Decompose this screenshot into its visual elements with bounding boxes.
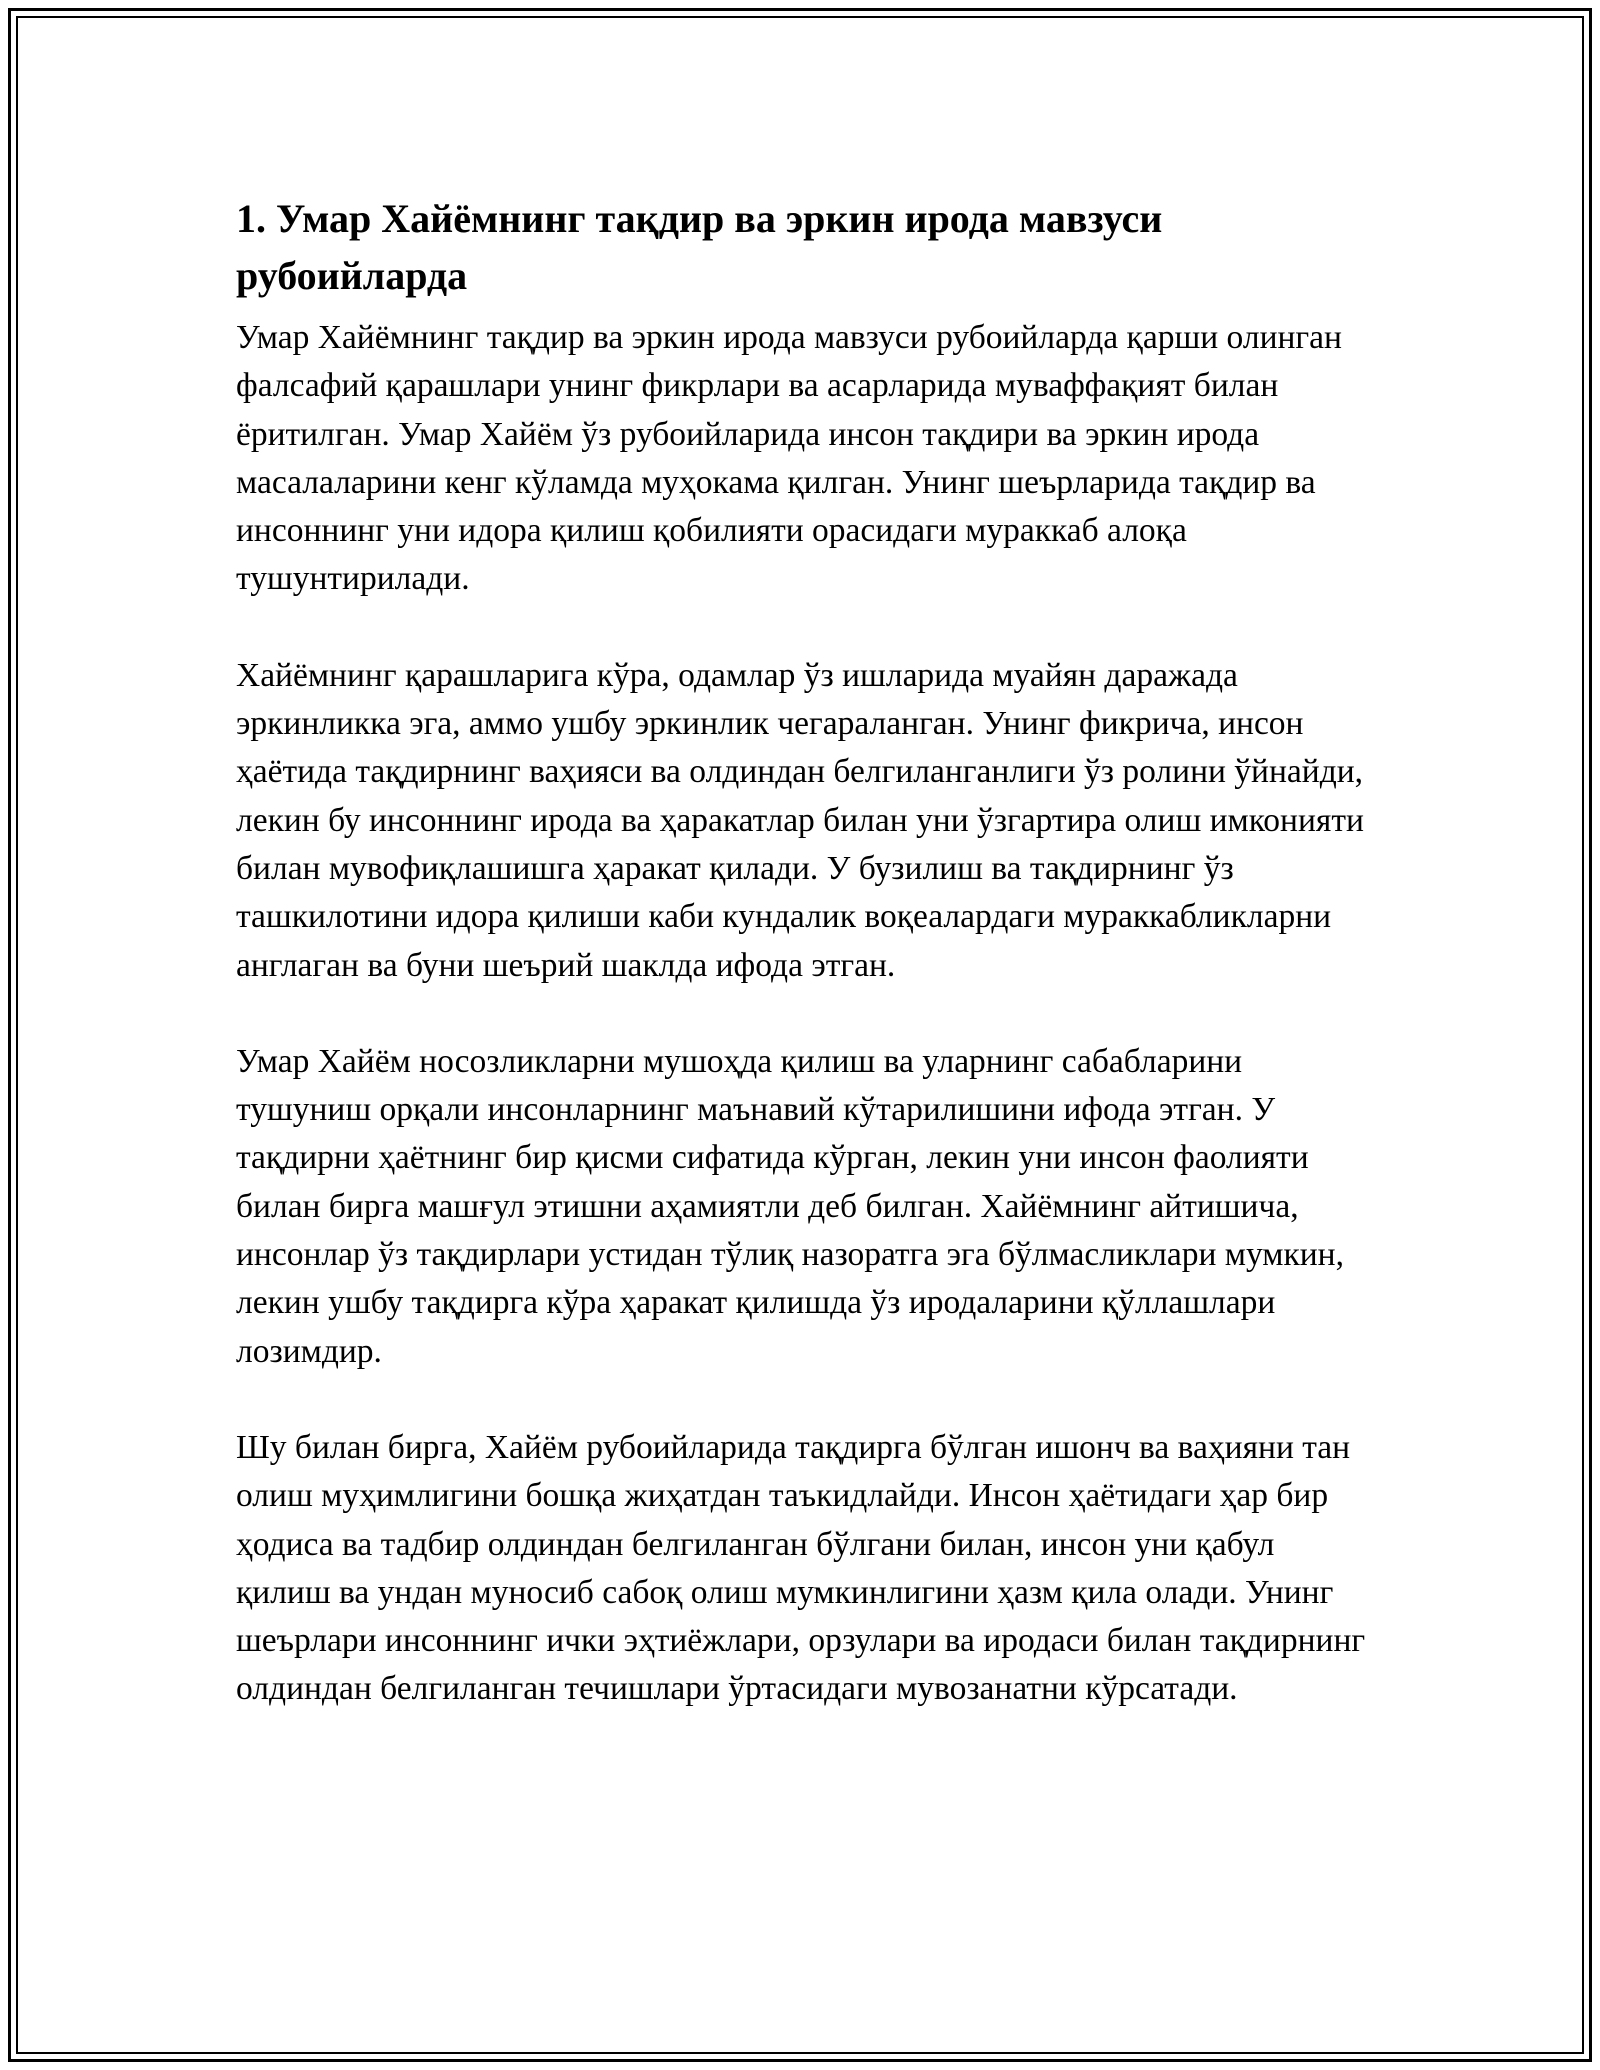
paragraph-4: Шу билан бирга, Хайём рубоийларида тақдирга бўлган ишонч ва ваҳияни тан олиш муҳимлигини бошқа жиҳатдан таъкидлайди. Инсон ҳаётидаги ҳар бир ҳодиса ва тадбир олдиндан белгиланган бўлгани билан, инсон уни қабул қилиш ва ундан муносиб сабоқ олиш мумкинлигини ҳазм қила олади. Унинг шеърлари инсоннинг ички эҳтиёжлари, орзулари ва иродаси билан тақдирнинг олдиндан белгиланган течишлари ўртасидаги мувозанатни кўрсатади.	[236, 1428, 1366, 1708]
paragraph-3: Умар Хайём носозликларни мушоҳда қилиш ва уларнинг сабабларини тушуниш орқали инсонларнинг маънавий кўтарилишини ифода этган. У тақдирни ҳаётнинг бир қисми сифатида кўрган, лекин уни инсон фаолияти билан бирга машғул этишни аҳамиятли деб билган. Хайёмнинг айтишича, инсонлар ўз тақдирлари устидан тўлиқ назоратга эга бўлмасликлари мумкин, лекин ушбу тақдирга кўра ҳаракат қилишда ўз иродаларини қўллашлари лозимдир.	[236, 1042, 1344, 1370]
section-heading: 1. Умар Хайёмнинг тақдир ва эркин ирода мавзуси рубоийларда	[236, 196, 1163, 298]
document-body	[236, 190, 1366, 1762]
paragraph-2: Хайёмнинг қарашларига кўра, одамлар ўз ишларида муайян даражада эркинликка эга, аммо ушбу эркинлик чегараланган. Унинг фикрича, инсон ҳаётида тақдирнинг ваҳияси ва олдиндан белгиланганлиги ўз ролини ўйнайди, лекин бу инсоннинг ирода ва ҳаракатлар билан уни ўзгартира олиш имконияти билан мувофиқлашишга ҳаракат қилади. У бузилиш ва тақдирнинг ўз ташкилотини идора қилиши каби кундалик воқеалардаги мураккабликларни англаган ва буни шеърий шаклда ифода этган.	[236, 656, 1364, 984]
paragraph-1: Умар Хайёмнинг тақдир ва эркин ирода мавзуси рубоийларда қарши олинган фалсафий қарашлари унинг фикрлари ва асарларида муваффақият билан ёритилган. Умар Хайём ўз рубоийларида инсон тақдири ва эркин ирода масалаларини кенг кўламда муҳокама қилган. Унинг шеърларида тақдир ва инсоннинг уни идора қилиш қобилияти орасидаги мураккаб алоқа тушунтирилади.	[236, 319, 1342, 598]
